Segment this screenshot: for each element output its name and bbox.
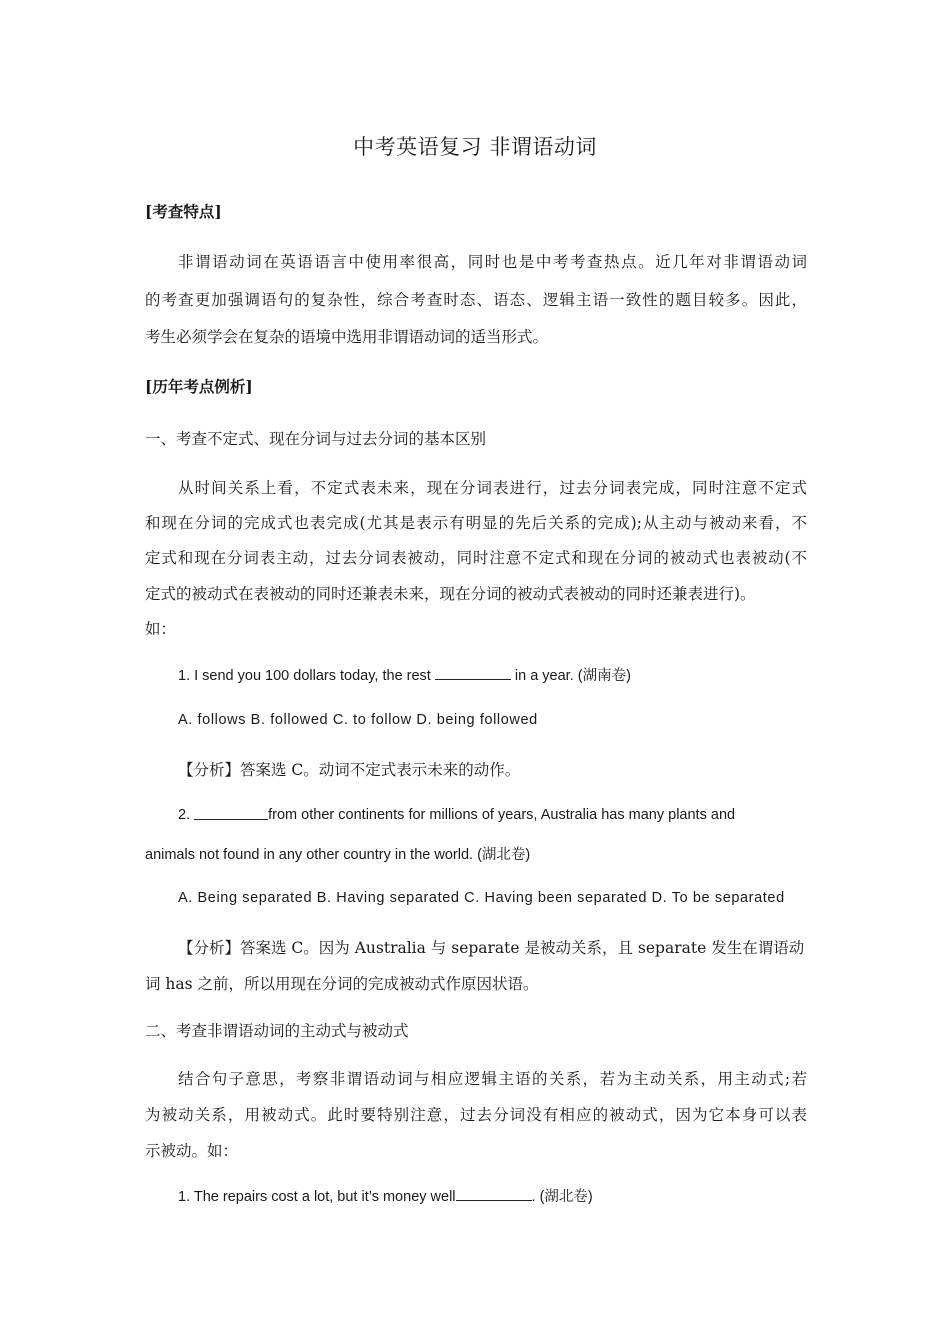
document-title: 中考英语复习 非谓语动词	[353, 135, 597, 159]
part1-line-2: 和现在分词的完成式也表完成(尤其是表示有明显的先后关系的完成);从主动与被动来看，不	[145, 514, 807, 532]
question-3	[178, 1185, 807, 1206]
features-line-1: 非谓语动词在英语语言中使用率很高，同时也是中考考查热点。近几年对非谓语动词	[178, 253, 807, 271]
features-line-2: 的考查更加强调语句的复杂性，综合考查时态、语态、逻辑主语一致性的题目较多。因此，	[145, 291, 807, 309]
question-2-number: 2.	[178, 807, 195, 823]
features-heading: [考查特点]	[145, 202, 222, 221]
question-1-options: A. follows B. followed C. to follow D. being followed	[178, 712, 538, 728]
question-1-analysis: 【分析】答案选 C。动词不定式表示未来的动作。	[178, 761, 521, 779]
part2-heading: 二、考查非谓语动词的主动式与被动式	[145, 1022, 409, 1040]
question-3-text-after: . (湖北卷)	[531, 1189, 593, 1205]
question-2-text-after: from other continents for millions of years, Australia has many plants and	[268, 807, 736, 823]
part1-line-3: 定式和现在分词表主动，过去分词表被动，同时注意不定式和现在分词的被动式也表被动(不	[145, 549, 807, 567]
examples-heading: [历年考点例析]	[145, 377, 253, 396]
question-3-blank	[456, 1188, 532, 1201]
question-2-line-2: animals not found in any other country in the world. (湖北卷)	[145, 847, 531, 863]
features-line-3: 考生必须学会在复杂的语境中选用非谓语动词的适当形式。	[145, 328, 549, 346]
question-1-blank	[435, 667, 511, 680]
part1-heading: 一、考查不定式、现在分词与过去分词的基本区别	[145, 430, 487, 448]
question-2-options: A. Being separated B. Having separated C. Having been separated D. To be separated	[178, 890, 785, 906]
part1-line-5: 如：	[145, 620, 177, 638]
question-1-text-after: in a year. (湖南卷)	[510, 668, 631, 684]
question-2-line-1	[178, 807, 807, 823]
part2-line-2: 为被动关系，用被动式。此时要特别注意，过去分词没有相应的被动式，因为它本身可以表	[145, 1106, 807, 1124]
question-1	[178, 664, 807, 685]
question-1-text-before: 1. I send you 100 dollars today, the rest	[178, 668, 435, 684]
question-2-blank	[194, 807, 268, 820]
question-2-analysis-line-1: 【分析】答案选 C。因为 Australia 与 separate 是被动关系，且 separate 发生在谓语动	[178, 939, 805, 957]
question-2-analysis-line-2: 词 has 之前，所以用现在分词的完成被动式作原因状语。	[145, 975, 539, 993]
part1-line-4: 定式的被动式在表被动的同时还兼表未来，现在分词的被动式表被动的同时还兼表进行)。	[145, 585, 756, 603]
part1-line-1: 从时间关系上看，不定式表未来，现在分词表进行，过去分词表完成，同时注意不定式	[178, 479, 807, 497]
part2-line-1: 结合句子意思，考察非谓语动词与相应逻辑主语的关系，若为主动关系，用主动式;若	[178, 1070, 807, 1088]
question-3-text-before: 1. The repairs cost a lot, but it’s money well	[178, 1189, 456, 1205]
part2-line-3: 示被动。如：	[145, 1142, 239, 1160]
